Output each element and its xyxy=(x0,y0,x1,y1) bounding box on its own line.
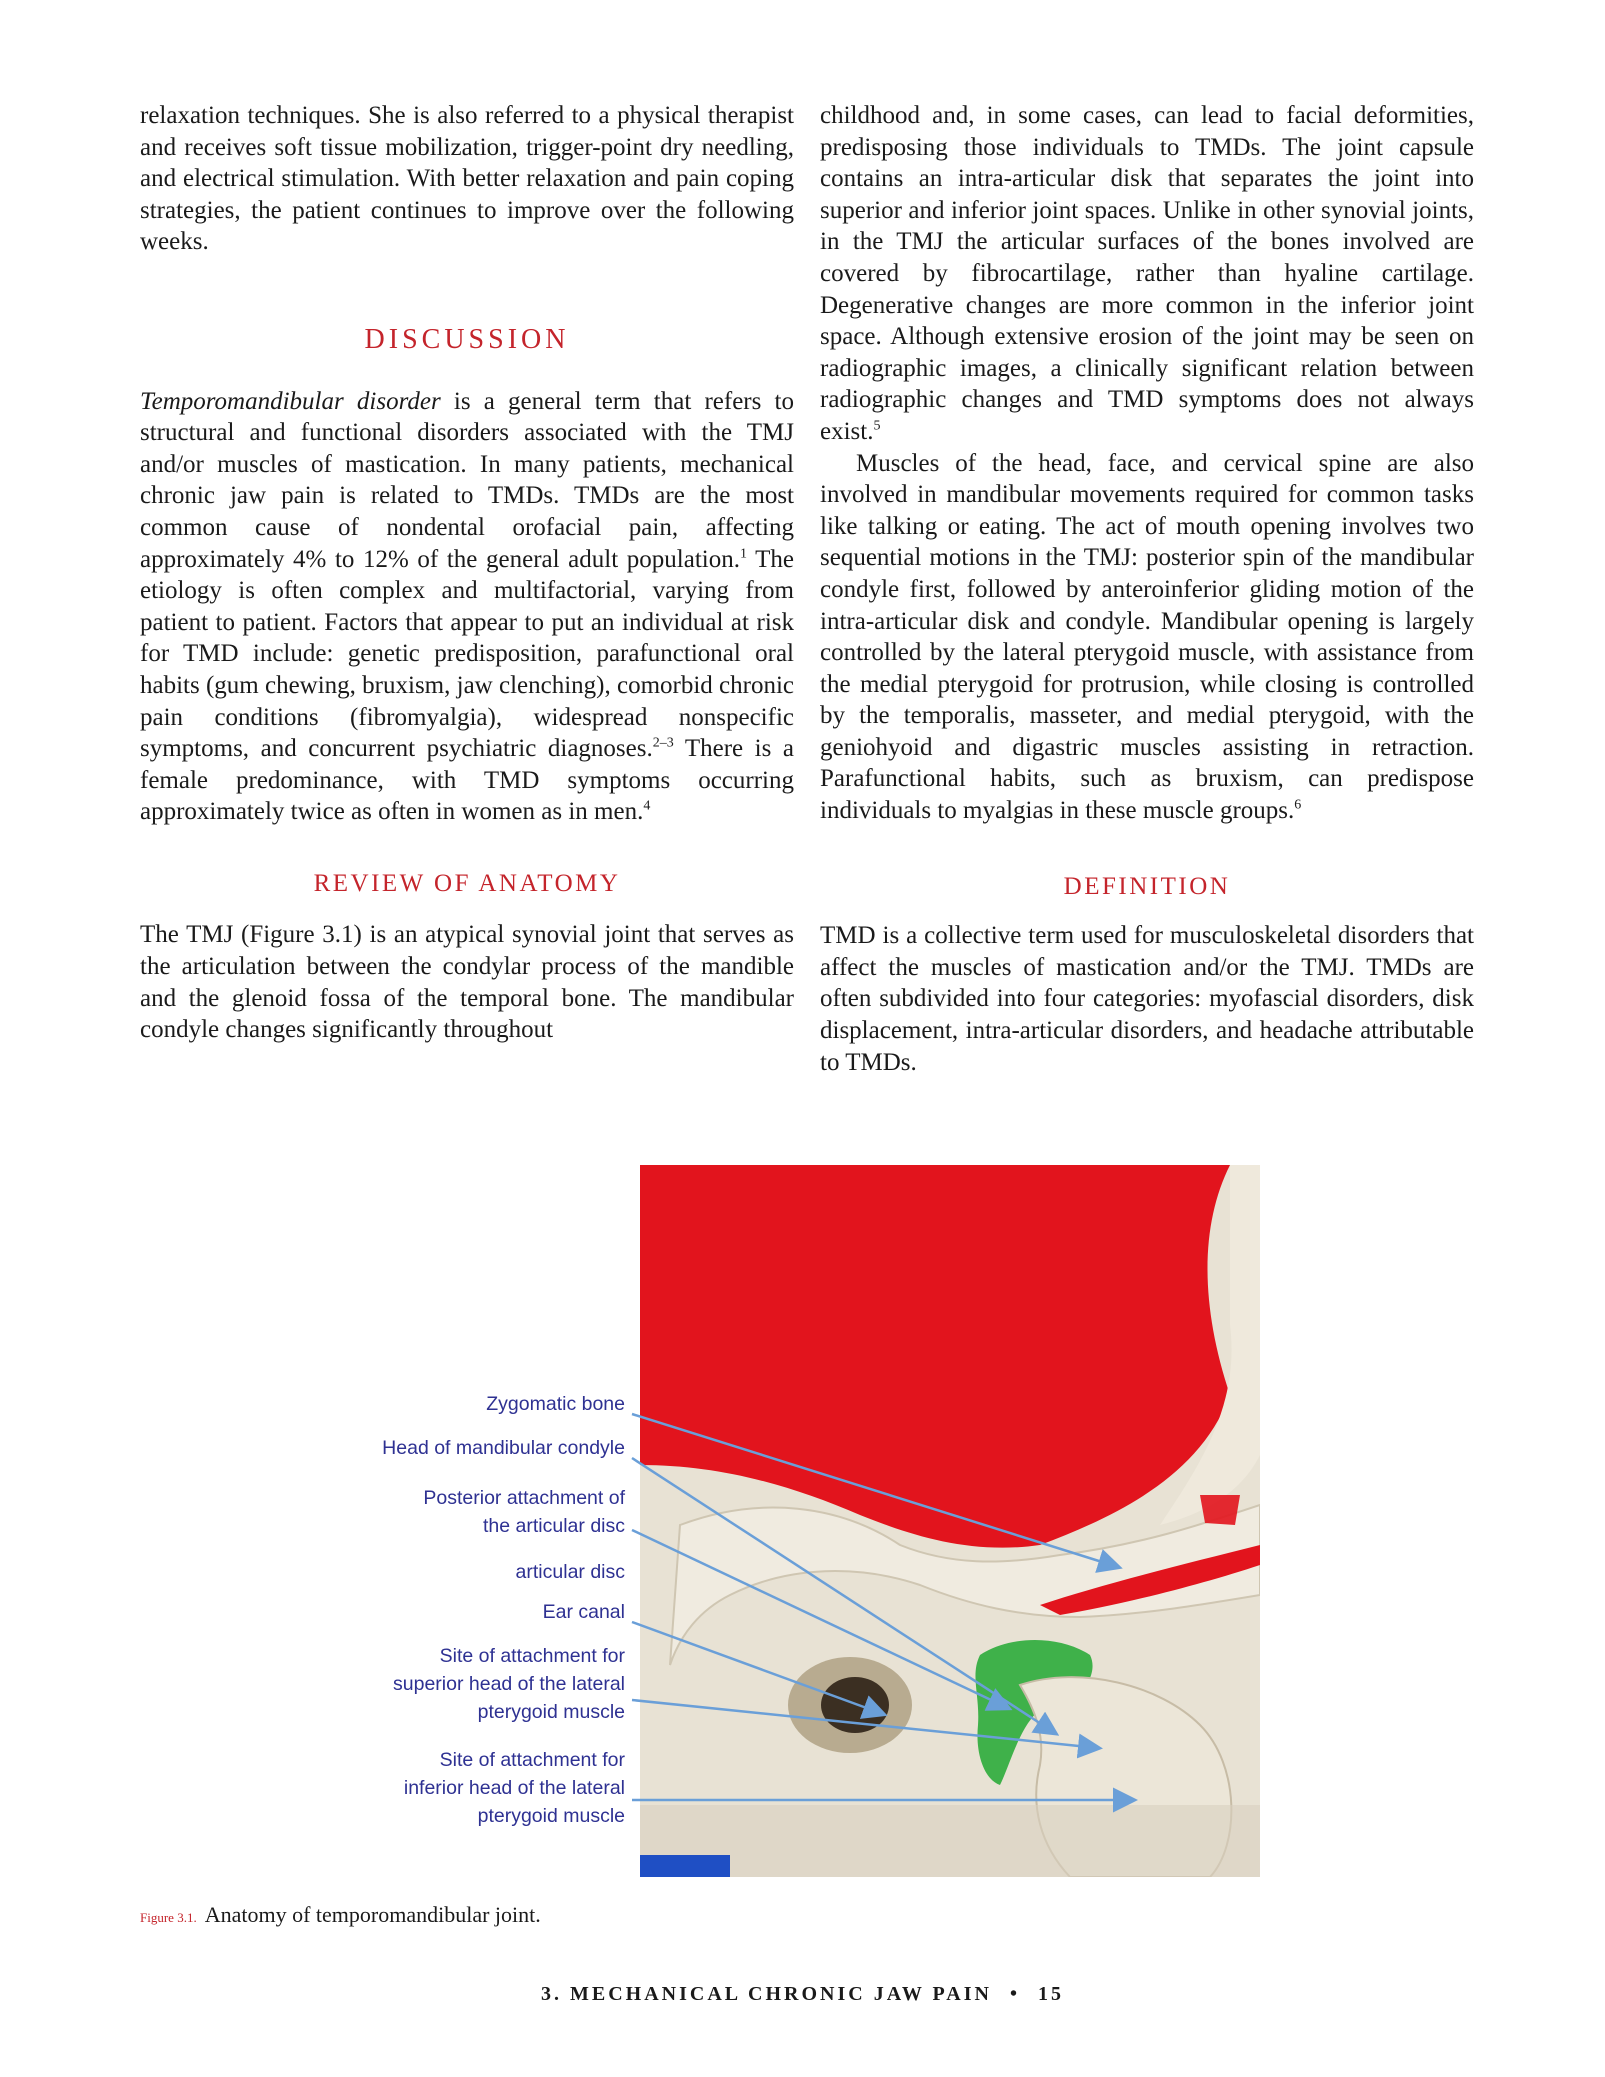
label-superior-3: pterygoid muscle xyxy=(477,1701,625,1723)
discussion-text-b: The etiology is often complex and multifactorial, varying from patient to patient. Factors that appear to put an individual at risk for TMD include: genetic predisposition, parafunctional oral habits (gum chewing, bruxism, jaw clenching), comorbid chronic pain conditions (fibromyalgia), widespread nonspecific symptoms, and concurrent psychiatric diagnoses. xyxy=(140,545,795,763)
footer-page-number: 15 xyxy=(1037,1983,1064,2005)
blue-part xyxy=(640,1855,730,1877)
label-head-of-mandibular-condyle: Head of mandibular condyle xyxy=(382,1437,625,1459)
label-posterior-attachment-1: Posterior attachment of xyxy=(423,1487,625,1509)
figure-caption xyxy=(140,1902,541,1928)
anatomy-p2-text: Muscles of the head, face, and cervical spine are also involved in mandibular movements required for common tasks like talking or eating. The act of mouth opening involves two sequential motions in the TMJ: posterior spin of the mandibular condyle first, followed by anteroinferior gliding motion of the intra-articular disk and condyle. Mandibular opening is largely controlled by the lateral pterygoid muscle, with assistance from the medial pterygoid for protrusion, while closing is controlled by the temporalis, masseter, and medial pterygoid, with the geniohyoid and digastric muscles assisting in retraction. Parafunctional habits, such as bruxism, can predispose individuals to myalgias in these muscle groups. xyxy=(820,449,1474,825)
lower-shadow xyxy=(640,1805,1260,1877)
discussion-text-a: is a general term that refers to structural and functional disorders associated with the TMJ and/or muscles of mastication. In many patients, mechanical chronic jaw pain is related to TMDs. TMDs are the most common cause of nondental orofacial pain, affecting approximately 4% to 12% of the general adult population. xyxy=(140,387,794,573)
left-column xyxy=(140,100,794,1046)
label-posterior-attachment-2: the articular disc xyxy=(483,1515,625,1537)
anatomy-paragraph-continued xyxy=(820,100,1474,448)
caption-text: Anatomy of temporomandibular joint. xyxy=(204,1902,541,1927)
anatomy-heading: REVIEW OF ANATOMY xyxy=(313,869,621,897)
intro-paragraph: relaxation techniques. She is also referred to a physical therapist and receives soft tissue mobilization, trigger-point dry needling, and electrical stimulation. With better relaxation and pain coping strategies, the patient continues to improve over the following weeks. xyxy=(140,102,794,256)
tmj-model-photo xyxy=(640,1165,1260,1877)
tmj-model-illustration xyxy=(640,1165,1260,1877)
label-superior-1: Site of attachment for xyxy=(439,1645,625,1667)
right-column xyxy=(820,100,1474,1078)
discussion-text-c: There is a female predominance, with TMD symptoms occurring approximately twice as often in women as in men. xyxy=(140,735,794,826)
caption-figure-number: Figure 3.1. xyxy=(140,1910,197,1925)
reference-6: 6 xyxy=(1294,797,1302,813)
label-inferior-3: pterygoid muscle xyxy=(477,1805,625,1827)
footer-chapter: 3. MECHANICAL CHRONIC JAW PAIN xyxy=(541,1983,992,2005)
reference-2-3: 2–3 xyxy=(652,735,674,751)
anatomy-paragraph-start: The TMJ (Figure 3.1) is an atypical synovial joint that serves as the articulation between the condylar process of the mandible and the glenoid fossa of the temporal bone. The mandibular condyle changes significantly throughout xyxy=(140,921,794,1044)
reference-5: 5 xyxy=(873,418,881,434)
label-inferior-1: Site of attachment for xyxy=(439,1749,625,1771)
definition-heading: DEFINITION xyxy=(1063,872,1231,900)
red-marker xyxy=(1200,1495,1240,1525)
discussion-heading: DISCUSSION xyxy=(364,323,570,355)
label-articular-disc: articular disc xyxy=(515,1561,625,1583)
discussion-paragraph xyxy=(140,386,794,828)
anatomy-paragraph-2 xyxy=(820,448,1474,827)
footer-separator: • xyxy=(1009,1983,1020,2005)
label-inferior-2: inferior head of the lateral xyxy=(403,1777,625,1799)
label-superior-2: superior head of the lateral xyxy=(393,1673,625,1695)
ear-canal-opening xyxy=(821,1677,889,1733)
reference-1: 1 xyxy=(739,546,747,562)
reference-4: 4 xyxy=(643,798,651,814)
label-ear-canal: Ear canal xyxy=(542,1601,625,1623)
definition-paragraph: TMD is a collective term used for musculoskeletal disorders that affect the muscles of mastication and/or the TMJ. TMDs are often subdivided into four categories: myofascial disorders, disk displacement, intra-articular disorders, and headache attributable to TMDs. xyxy=(820,922,1474,1076)
discussion-term: Temporomandibular disorder xyxy=(140,387,441,415)
label-zygomatic-bone: Zygomatic bone xyxy=(486,1393,625,1415)
page-footer xyxy=(0,1983,1605,2006)
anatomy-cont-text: childhood and, in some cases, can lead to facial deformities, predisposing those individuals to TMDs. The joint capsule contains an intra-articular disk that separates the joint into superior and inferior joint spaces. Unlike in other synovial joints, in the TMJ the articular surfaces of the bones involved are covered by fibrocartilage, rather than hyaline cartilage. Degenerative changes are more common in the inferior joint space. Although extensive erosion of the joint may be seen on radiographic images, a clinically significant relation between radiographic changes and TMD symptoms does not always exist. xyxy=(820,102,1474,445)
